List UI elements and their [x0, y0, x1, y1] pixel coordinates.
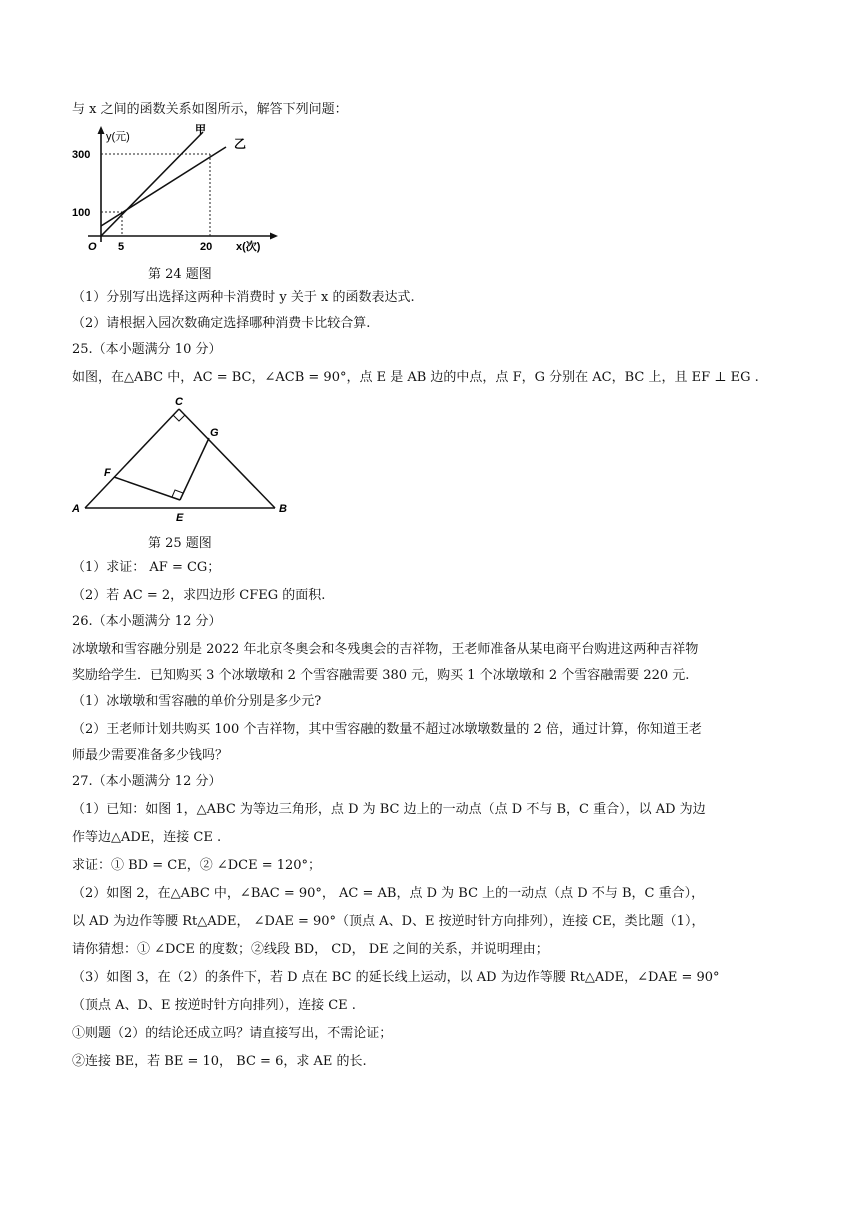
figure-25-triangle	[68, 394, 300, 524]
y-tick-300: 300	[72, 149, 91, 161]
x-tick-20: 20	[200, 241, 213, 253]
q27-line10: ②连接 BE，若 BE = 10， BC = 6，求 AE 的长.	[72, 1054, 367, 1069]
q27-line1: （1）已知：如图 1，△ABC 为等边三角形，点 D 为 BC 边上的一动点（点 D 不与 B，C 重合），以 AD 为边	[72, 802, 706, 817]
label-e: E	[176, 512, 184, 524]
segment-ef	[114, 477, 180, 500]
intro-line: 与 x 之间的函数关系如图所示，解答下列问题：	[72, 102, 348, 117]
q26-stem-line2: 奖励给学生．已知购买 3 个冰墩墩和 2 个雪容融需要 380 元，购买 1 个冰墩墩和 2 个雪容融需要 220 元.	[72, 668, 690, 683]
figure-24-graph	[68, 122, 288, 258]
label-g: G	[210, 427, 219, 439]
q27-header: 27.（本小题满分 12 分）	[72, 774, 222, 789]
q27-line5: 以 AD 为边作等腰 Rt△ADE， ∠DAE = 90°（顶点 A、D、E 按逆时针方向排列），连接 CE，类比题（1），	[72, 914, 705, 929]
q27-line2: 作等边△ADE，连接 CE .	[72, 830, 222, 845]
y-axis-arrow	[98, 126, 105, 134]
label-a: A	[72, 503, 80, 515]
line-yi	[101, 147, 226, 226]
q27-line6: 请你猜想：① ∠DCE 的度数；②线段 BD， CD， DE 之间的关系，并说明理由；	[72, 942, 549, 957]
q25-part2: （2）若 AC = 2，求四边形 CFEG 的面积.	[72, 588, 326, 603]
q24-part2: （2）请根据入园次数确定选择哪种消费卡比较合算.	[72, 316, 371, 331]
label-f: F	[104, 467, 111, 479]
q25-part1: （1）求证： AF = CG；	[72, 560, 221, 575]
q26-header: 26.（本小题满分 12 分）	[72, 614, 222, 629]
line-jia-label: 甲	[195, 124, 206, 136]
q25-header: 25.（本小题满分 10 分）	[72, 342, 222, 357]
q27-line4: （2）如图 2，在△ABC 中，∠BAC = 90°， AC = AB，点 D 为 BC 上的一动点（点 D 不与 B，C 重合），	[72, 886, 705, 901]
y-axis-label: y(元)	[106, 131, 130, 143]
y-tick-100: 100	[72, 207, 91, 219]
q27-line8: （顶点 A、D、E 按逆时针方向排列），连接 CE .	[72, 998, 356, 1013]
side-cb	[179, 409, 275, 508]
q26-part2-line1: （2）王老师计划共购买 100 个吉祥物，其中雪容融的数量不超过冰墩墩数量的 2 倍，通过计算，你知道王老	[72, 722, 702, 737]
q26-part2-line2: 师最少需要准备多少钱吗？	[72, 748, 229, 763]
q24-part1: （1）分别写出选择这两种卡消费时 y 关于 x 的函数表达式.	[72, 290, 415, 305]
x-tick-5: 5	[118, 241, 125, 253]
q27-line3: 求证：① BD = CE，② ∠DCE = 120°；	[72, 858, 322, 873]
q25-stem: 如图，在△ABC 中，AC = BC，∠ACB = 90°，点 E 是 AB 边的中点，点 F，G 分别在 AC，BC 上，且 EF ⊥ EG .	[72, 370, 759, 385]
figure-24-caption: 第 24 题图	[148, 267, 212, 282]
q27-line7: （3）如图 3，在（2）的条件下，若 D 点在 BC 的延长线上运动，以 AD 为边作等腰 Rt△ADE，∠DAE = 90°	[72, 970, 720, 985]
x-axis-label: x(次)	[236, 241, 261, 253]
figure-25-caption: 第 25 题图	[148, 536, 212, 551]
right-angle-c	[173, 415, 185, 421]
line-jia	[101, 132, 203, 236]
q26-part1: （1）冰墩墩和雪容融的单价分别是多少元?	[72, 694, 322, 709]
x-axis-arrow	[270, 233, 278, 240]
origin-label: O	[88, 241, 97, 253]
line-yi-label: 乙	[234, 137, 247, 151]
q26-stem-line1: 冰墩墩和雪容融分别是 2022 年北京冬奥会和冬残奥会的吉祥物，王老师准备从某电商平台购进这两种吉祥物	[72, 642, 699, 657]
q27-line9: ①则题（2）的结论还成立吗？请直接写出，不需论证；	[72, 1026, 393, 1041]
segment-eg	[180, 438, 209, 500]
label-b: B	[279, 503, 287, 515]
side-ac	[85, 409, 179, 508]
label-c: C	[175, 396, 183, 408]
